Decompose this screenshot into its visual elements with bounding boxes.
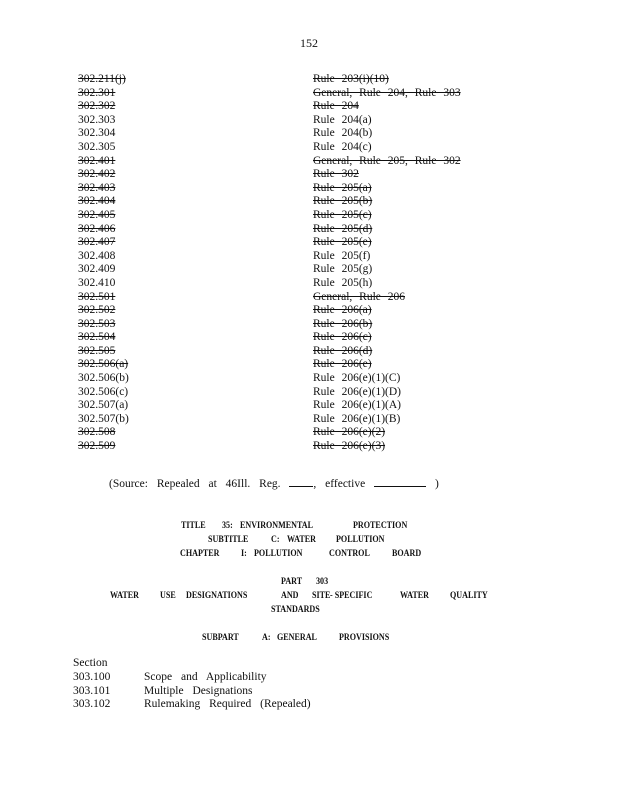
part-word-and: AND (281, 591, 299, 601)
section-number: 302.507(b) (78, 412, 129, 425)
table-row (78, 73, 498, 87)
table-row (78, 331, 498, 345)
chapter-word-a: POLLUTION (254, 549, 303, 559)
rule-reference: Rule 205(f) (313, 249, 371, 262)
section-number: 302.402 (78, 168, 116, 181)
table-row (78, 223, 498, 237)
table-row (78, 291, 498, 305)
toc-section-title: Multiple Designations (144, 684, 253, 697)
list-item (73, 698, 473, 712)
section-number: 302.506(c) (78, 385, 129, 398)
reg-blank (289, 476, 313, 487)
section-number: 302.410 (78, 276, 116, 289)
section-number: 302.507(a) (78, 399, 129, 412)
rule-reference: Rule 204(c) (313, 140, 372, 153)
section-number: 302.403 (78, 181, 116, 194)
part-word-designations: DESIGNATIONS (186, 591, 248, 601)
section-number: 302.404 (78, 195, 116, 208)
part-word-quality: QUALITY (450, 591, 488, 601)
rule-reference: Rule 206(b) (313, 317, 373, 330)
list-item (73, 671, 473, 685)
rule-reference: Rule 205(g) (313, 263, 373, 276)
section-number: 302.304 (78, 127, 116, 140)
part-number: 303 (316, 577, 329, 587)
table-row (78, 304, 498, 318)
rule-reference: Rule 206(e)(1)(A) (313, 399, 401, 412)
table-row (78, 114, 498, 128)
rule-reference: Rule 204(b) (313, 127, 373, 140)
section-number: 302.503 (78, 317, 116, 330)
rule-reference: Rule 205(h) (313, 276, 373, 289)
table-row (78, 277, 498, 291)
title-word-b: PROTECTION (353, 521, 408, 531)
rule-reference: General, Rule 206 (313, 290, 405, 303)
section-number: 302.407 (78, 236, 116, 249)
table-row (78, 141, 498, 155)
section-number: 302.509 (78, 440, 116, 453)
part-word-site: SITE (312, 591, 331, 601)
part-label: PART (281, 577, 303, 587)
table-row (78, 372, 498, 386)
table-row (78, 209, 498, 223)
table-row (78, 236, 498, 250)
rule-reference: Rule 203(i)(10) (313, 73, 389, 85)
section-number: 302.401 (78, 154, 116, 167)
rule-reference: Rule 206(e)(1)(C) (313, 372, 401, 385)
section-number: 302.508 (78, 426, 116, 439)
list-item (73, 685, 473, 699)
rule-reference: Rule 204(a) (313, 113, 372, 126)
table-row (78, 168, 498, 182)
section-list (73, 671, 473, 712)
toc-section-title: Scope and Applicability (144, 671, 267, 683)
source-note (109, 476, 439, 492)
table-row (78, 87, 498, 101)
toc-section-number: 303.102 (73, 698, 111, 711)
section-number: 302.506(b) (78, 372, 129, 385)
source-text: Repealed at 46Ill. Reg. (156, 478, 281, 490)
subpart-label: SUBPART (202, 633, 239, 643)
table-row (78, 155, 498, 169)
subpart-word-a: GENERAL (277, 633, 317, 643)
rule-reference: General, Rule 205, Rule 302 (313, 154, 461, 167)
title-word-a: ENVIRONMENTAL (240, 521, 313, 531)
part-word-specific: - SPECIFIC (330, 591, 373, 601)
source-open: (Source: (109, 478, 148, 490)
rule-reference: General, Rule 204, Rule 303 (313, 86, 461, 99)
cross-reference-table (78, 73, 498, 454)
rule-reference: Rule 206(c) (313, 331, 372, 344)
source-effective: effective (325, 478, 366, 490)
rule-reference: Rule 204 (313, 100, 359, 113)
table-row (78, 182, 498, 196)
table-row (78, 358, 498, 372)
table-row (78, 399, 498, 413)
source-close: ) (434, 478, 439, 490)
rule-reference: Rule 206(d) (313, 344, 373, 357)
effective-blank (374, 476, 426, 487)
part-word-standards: STANDARDS (271, 605, 320, 615)
rule-reference: Rule 205(a) (313, 181, 372, 194)
section-number: 302.504 (78, 331, 116, 344)
section-number: 302.405 (78, 208, 116, 221)
section-number: 302.406 (78, 222, 116, 235)
part-word-water: WATER (110, 591, 140, 601)
table-row (78, 318, 498, 332)
subtitle-word-b: POLLUTION (336, 535, 385, 545)
section-number: 302.506(a) (78, 358, 129, 371)
rule-reference: Rule 206(a) (313, 304, 372, 317)
subtitle-word-a: WATER (287, 535, 317, 545)
table-row (78, 250, 498, 264)
chapter-word-b: CONTROL (329, 549, 370, 559)
table-row (78, 100, 498, 114)
section-number: 302.305 (78, 140, 116, 153)
rule-reference: Rule 205(c) (313, 208, 372, 221)
title-label: TITLE (181, 521, 206, 531)
section-number: 302.211(j) (78, 73, 126, 85)
chapter-number: I: (241, 549, 247, 559)
title-number: 35: (222, 521, 233, 531)
table-row (78, 195, 498, 209)
section-number: 302.408 (78, 249, 116, 262)
subtitle-label: SUBTITLE (208, 535, 249, 545)
table-row (78, 263, 498, 277)
rule-reference: Rule 206(e)(1)(B) (313, 412, 401, 425)
source-comma: , (313, 478, 317, 490)
table-row (78, 440, 498, 454)
section-label: Section (73, 657, 108, 669)
rule-reference: Rule 205(e) (313, 236, 372, 249)
toc-section-number: 303.101 (73, 684, 111, 697)
rule-reference: Rule 205(d) (313, 222, 373, 235)
section-number: 302.409 (78, 263, 116, 276)
table-row (78, 386, 498, 400)
part-word-water-2: WATER (400, 591, 430, 601)
rule-reference: Rule 206(e) (313, 358, 372, 371)
table-row (78, 426, 498, 440)
rule-reference: Rule 205(b) (313, 195, 373, 208)
section-number: 302.301 (78, 86, 116, 99)
toc-section-number: 303.100 (73, 671, 111, 683)
toc-section-title: Rulemaking Required (Repealed) (144, 698, 311, 711)
rule-reference: Rule 206(e)(2) (313, 426, 386, 439)
table-row (78, 413, 498, 427)
rule-reference: Rule 206(e)(3) (313, 440, 386, 453)
chapter-label: CHAPTER (180, 549, 220, 559)
table-row (78, 345, 498, 359)
subtitle-letter: C: (271, 535, 280, 545)
table-row (78, 127, 498, 141)
subpart-word-b: PROVISIONS (339, 633, 390, 643)
subpart-letter: A: (262, 633, 271, 643)
page-number: 152 (300, 36, 318, 50)
rule-reference: Rule 206(e)(1)(D) (313, 385, 401, 398)
chapter-word-c: BOARD (392, 549, 422, 559)
part-word-use: USE (160, 591, 176, 601)
section-number: 302.502 (78, 304, 116, 317)
section-number: 302.303 (78, 113, 116, 126)
section-number: 302.501 (78, 290, 116, 303)
rule-reference: Rule 302 (313, 168, 359, 181)
section-number: 302.505 (78, 344, 116, 357)
section-number: 302.302 (78, 100, 116, 113)
